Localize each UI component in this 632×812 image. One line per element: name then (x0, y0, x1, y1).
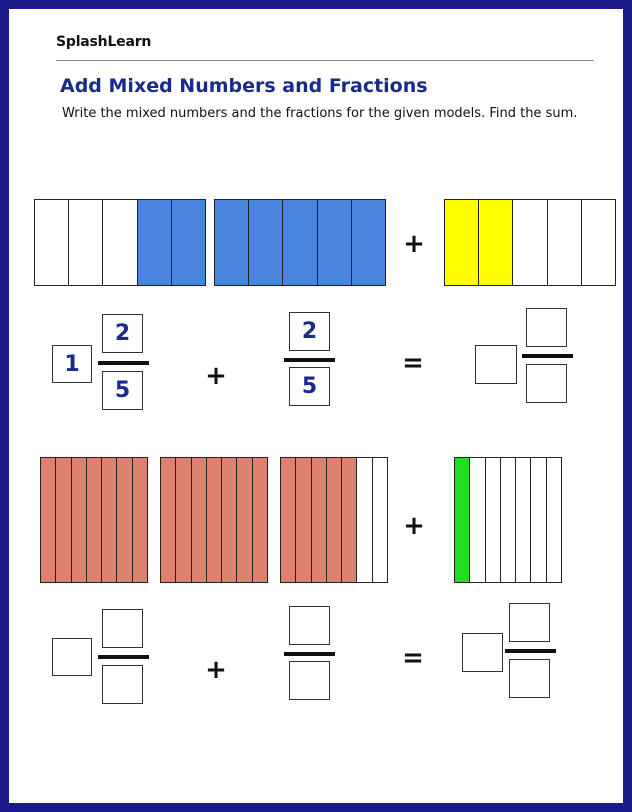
p2-fraction-bar (284, 652, 335, 656)
p2-model-fraction-segment-empty (486, 458, 501, 582)
p2-equals-sign: = (402, 643, 424, 673)
p1-mixed-denominator-box[interactable]: 5 (102, 371, 143, 410)
p2-model-c-segment-shaded (327, 458, 342, 582)
p1-mixed-fraction-bar (98, 361, 149, 365)
p1-model-whole-2-segment-shaded (318, 200, 352, 285)
p1-mixed-whole-box[interactable]: 1 (52, 345, 92, 383)
p2-model-fraction-segment-empty (547, 458, 561, 582)
p2-model-fraction-segment-empty (516, 458, 531, 582)
p2-model-c-segment-shaded (312, 458, 327, 582)
p2-fraction-numerator-box[interactable] (289, 606, 330, 645)
p1-model-whole-1-segment-shaded (172, 200, 205, 285)
p1-model-fraction-segment-empty (548, 200, 582, 285)
p1-model-plus-sign: + (403, 229, 425, 259)
p2-model-c (280, 457, 388, 583)
p2-model-c-segment-shaded (296, 458, 311, 582)
p2-model-plus-sign: + (403, 511, 425, 541)
p1-answer-whole-box[interactable] (475, 345, 517, 384)
p2-model-b-segment-shaded (207, 458, 222, 582)
p1-model-whole-1-segment-empty (35, 200, 69, 285)
p1-model-fraction-segment-shaded (479, 200, 513, 285)
p2-model-c-segment-shaded (281, 458, 296, 582)
p2-model-a-segment-shaded (41, 458, 56, 582)
p1-fraction-numerator-box[interactable]: 2 (289, 312, 330, 351)
p2-model-b-segment-shaded (253, 458, 267, 582)
p2-model-b-segment-shaded (237, 458, 252, 582)
p2-mixed-numerator-box[interactable] (102, 609, 143, 648)
worksheet-title: Add Mixed Numbers and Fractions (60, 75, 428, 97)
p1-model-whole-2 (214, 199, 386, 286)
p2-model-a (40, 457, 148, 583)
p1-model-whole-1-segment-shaded (138, 200, 172, 285)
p2-model-a-segment-shaded (133, 458, 147, 582)
p1-model-whole-2-segment-shaded (352, 200, 385, 285)
p1-fraction-denominator-box[interactable]: 5 (289, 367, 330, 406)
p2-answer-numerator-box[interactable] (509, 603, 550, 642)
p1-answer-numerator-box[interactable] (526, 308, 567, 347)
p2-fraction-denominator-box[interactable] (289, 661, 330, 700)
p2-answer-fraction-bar (505, 649, 556, 653)
p1-answer-denominator-box[interactable] (526, 364, 567, 403)
worksheet-instructions: Write the mixed numbers and the fractions for the given models. Find the sum. (62, 106, 578, 121)
splashlearn-logo: SplashLearn (56, 34, 152, 50)
p2-model-b-segment-shaded (161, 458, 176, 582)
p2-model-fraction-segment-empty (470, 458, 485, 582)
p2-mixed-denominator-box[interactable] (102, 665, 143, 704)
p2-model-c-segment-empty (357, 458, 372, 582)
p2-model-c-segment-shaded (342, 458, 357, 582)
p1-model-fraction-segment-empty (513, 200, 547, 285)
p2-mixed-whole-box[interactable] (52, 638, 92, 676)
p1-model-whole-1-segment-empty (69, 200, 103, 285)
p1-model-fraction (444, 199, 616, 286)
p2-model-a-segment-shaded (87, 458, 102, 582)
p2-model-a-segment-shaded (117, 458, 132, 582)
p1-plus-sign: + (205, 361, 227, 391)
p2-model-a-segment-shaded (102, 458, 117, 582)
p2-model-fraction (454, 457, 562, 583)
p1-model-whole-2-segment-shaded (215, 200, 249, 285)
p2-plus-sign: + (205, 655, 227, 685)
p2-model-fraction-segment-empty (531, 458, 546, 582)
p2-model-fraction-segment-empty (501, 458, 516, 582)
p2-model-fraction-segment-shaded (455, 458, 470, 582)
p1-mixed-numerator-box[interactable]: 2 (102, 314, 143, 353)
p1-model-whole-2-segment-shaded (249, 200, 283, 285)
p1-answer-fraction-bar (522, 354, 573, 358)
p1-model-whole-1 (34, 199, 206, 286)
p2-model-c-segment-empty (373, 458, 387, 582)
p1-model-whole-2-segment-shaded (283, 200, 317, 285)
p2-model-b-segment-shaded (222, 458, 237, 582)
p2-answer-denominator-box[interactable] (509, 659, 550, 698)
p2-answer-whole-box[interactable] (462, 633, 503, 672)
p2-model-b (160, 457, 268, 583)
p1-model-whole-1-segment-empty (103, 200, 137, 285)
p2-model-b-segment-shaded (192, 458, 207, 582)
p2-model-a-segment-shaded (72, 458, 87, 582)
p1-equals-sign: = (402, 348, 424, 378)
p2-model-b-segment-shaded (176, 458, 191, 582)
p1-model-fraction-segment-shaded (445, 200, 479, 285)
p2-model-a-segment-shaded (56, 458, 71, 582)
header-divider (56, 60, 594, 61)
p1-fraction-bar (284, 358, 335, 362)
p2-mixed-fraction-bar (98, 655, 149, 659)
p1-model-fraction-segment-empty (582, 200, 615, 285)
